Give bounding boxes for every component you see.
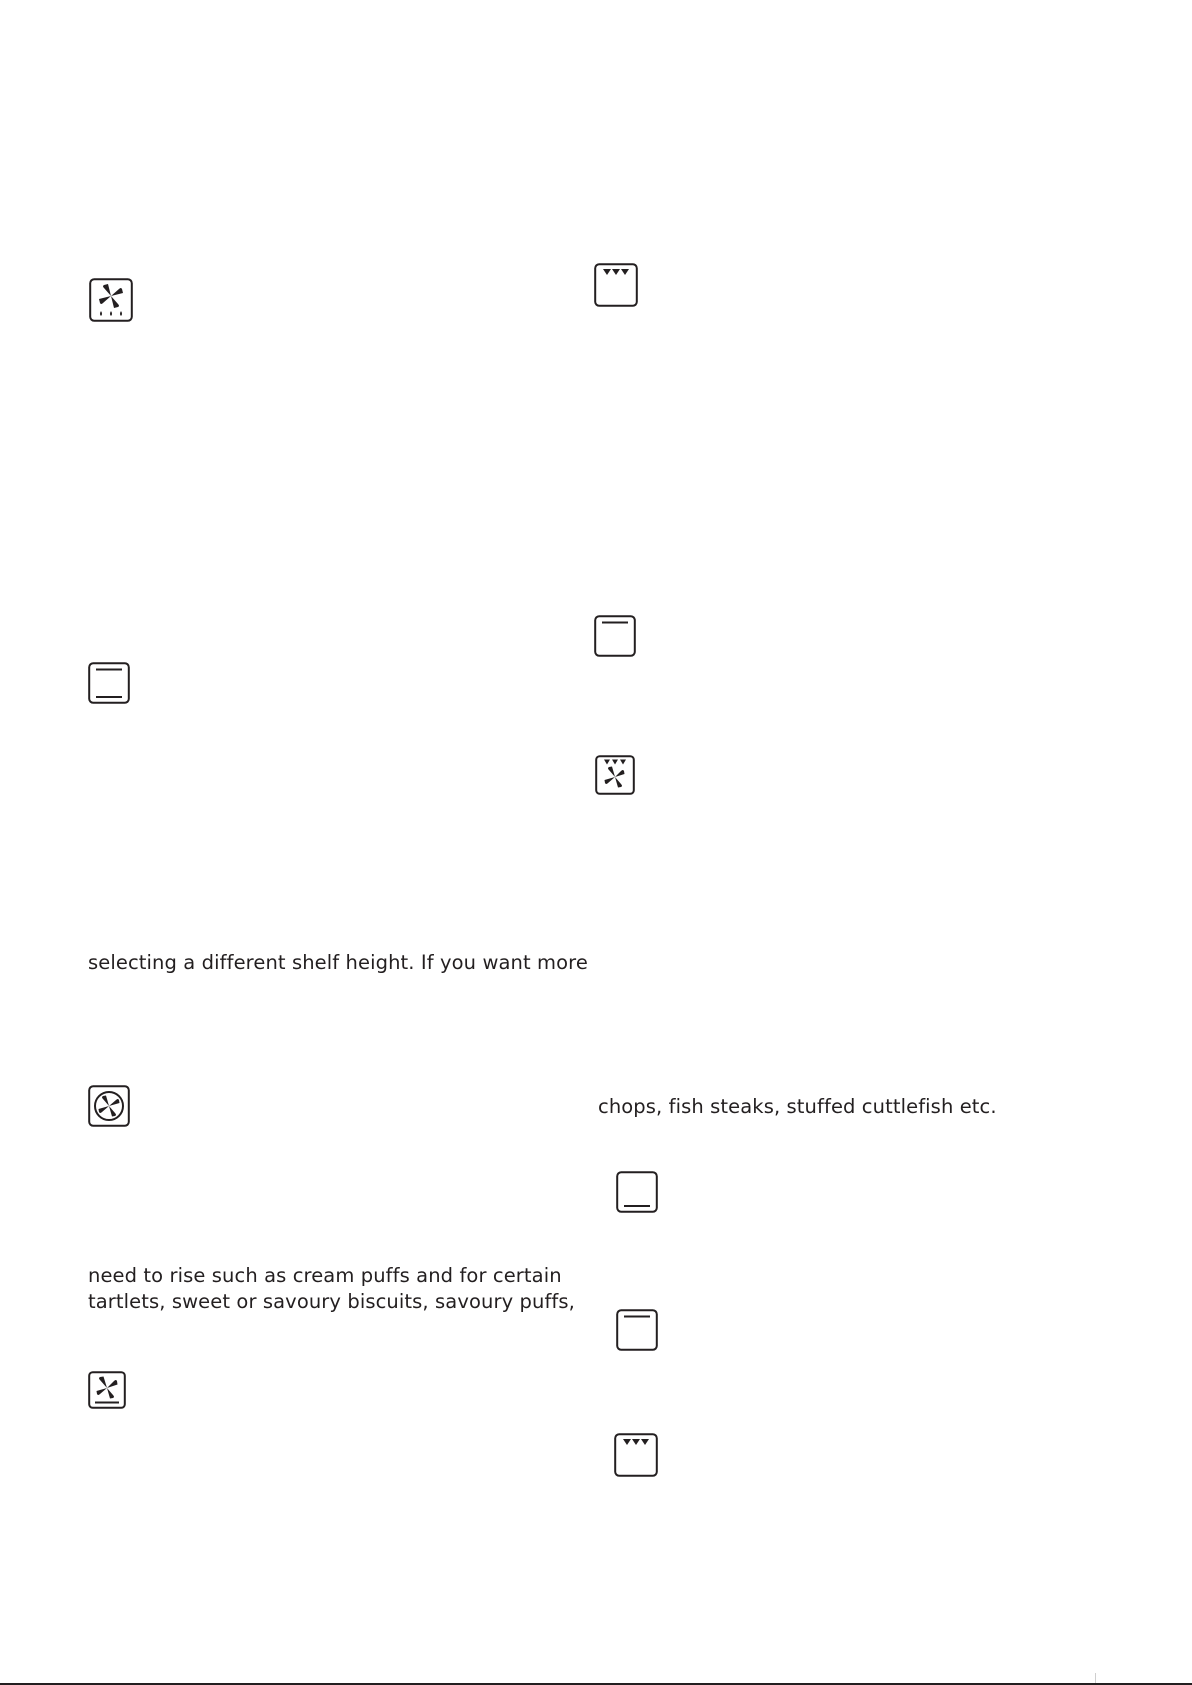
body-text-line: tartlets, sweet or savoury biscuits, savoury puffs, xyxy=(88,1290,575,1313)
top-heat-icon xyxy=(594,615,636,657)
fan-grill-icon xyxy=(595,755,635,795)
footer-divider-tick xyxy=(1095,1673,1096,1683)
body-text-line: need to rise such as cream puffs and for certain xyxy=(88,1264,562,1287)
grill-icon xyxy=(594,263,638,307)
top-bottom-heat-icon xyxy=(88,662,130,704)
circular-fan-icon xyxy=(88,1085,130,1127)
bottom-heat-icon xyxy=(616,1171,658,1213)
top-heat-icon xyxy=(616,1309,658,1351)
grill-icon xyxy=(614,1433,658,1477)
fan-defrost-icon xyxy=(89,278,133,322)
body-text-line: chops, fish steaks, stuffed cuttlefish etc. xyxy=(598,1095,997,1118)
fan-bottom-heat-icon xyxy=(88,1371,126,1409)
body-text-line: selecting a different shelf height. If you want more xyxy=(88,951,588,974)
